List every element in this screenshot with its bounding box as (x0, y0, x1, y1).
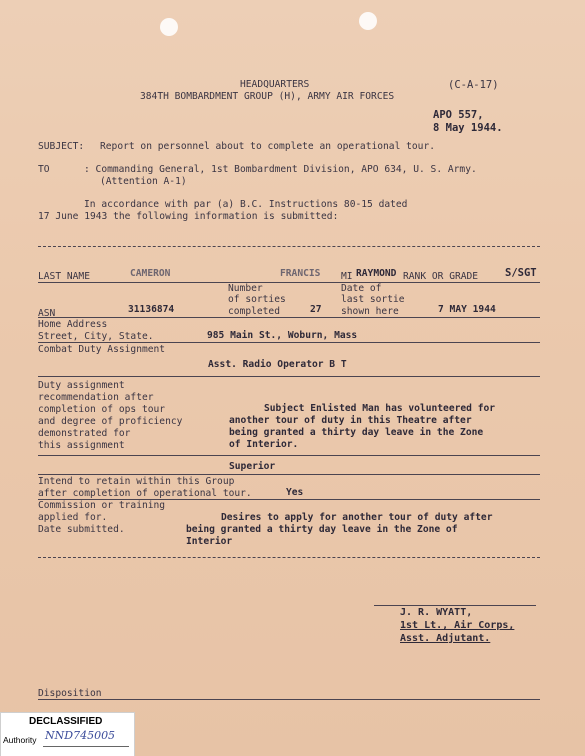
commission-label-line: Commission or training (38, 500, 166, 511)
last-name-value: CAMERON (130, 268, 171, 279)
punch-hole-left (160, 18, 178, 36)
name-row-rule (38, 282, 540, 283)
disposition-rule (38, 699, 540, 700)
home-address-label-1: Home Address (38, 319, 108, 330)
commission-text-line: being granted a thirty day leave in the Zone of (186, 524, 458, 535)
signer-title-2: Asst. Adjutant. (400, 633, 491, 644)
retain-value: Yes (286, 487, 304, 498)
last-sortie-label-2: last sortie (341, 294, 405, 305)
last-sortie-label-1: Date of (341, 283, 382, 294)
unit-heading: 384TH BOMBARDMENT GROUP (H), ARMY AIR FORCES (140, 91, 395, 102)
recommendation-label-line: this assignment (38, 440, 125, 451)
recommendation-rule (38, 455, 540, 456)
asn-value: 31136874 (128, 304, 175, 315)
disposition-label: Disposition (38, 688, 102, 699)
intro-line-2: 17 June 1943 the following information is submitted: (38, 211, 339, 222)
middle-initial-label: MI (341, 271, 353, 282)
subject-text: Report on personnel about to complete an operational tour. (100, 141, 436, 152)
proficiency-rule (38, 474, 540, 475)
declassified-text: DECLASSIFIED (29, 716, 103, 727)
retain-label-1: Intend to retain within this Group (38, 476, 235, 487)
authority-number: NND745005 (45, 729, 116, 742)
retain-label-2: after completion of operational tour. (38, 488, 252, 499)
recommendation-text-line: of Interior. (229, 439, 299, 450)
home-address-label-2: Street, City, State. (38, 331, 154, 342)
combat-row-rule (38, 376, 540, 377)
commission-text-line: Desires to apply for another tour of duty after (221, 512, 493, 523)
last-sortie-value: 7 MAY 1944 (438, 304, 496, 315)
combat-duty-label: Combat Duty Assignment (38, 344, 166, 355)
intro-line-1: In accordance with par (a) B.C. Instructions 80-15 dated (84, 199, 408, 210)
sorties-value: 27 (310, 304, 322, 315)
recommendation-label-line: and degree of proficiency (38, 416, 183, 427)
authority-underline (43, 746, 129, 747)
signer-name: J. R. WYATT, (400, 607, 473, 618)
recommendation-label-line: completion of ops tour (38, 404, 166, 415)
last-sortie-label-3: shown here (341, 306, 399, 317)
headquarters-heading: HEADQUARTERS (240, 79, 310, 90)
apo-number: APO 557, (433, 109, 484, 121)
last-name-label: LAST NAME (38, 271, 90, 282)
authority-label: Authority (3, 735, 37, 745)
middle-name-value: RAYMOND (356, 268, 397, 279)
home-row-rule (38, 342, 540, 343)
recommendation-label-line: recommendation after (38, 392, 154, 403)
punch-hole-right (359, 12, 377, 30)
signer-title-1: 1st Lt., Air Corps, (400, 620, 515, 631)
sorties-label-1: Number (228, 283, 263, 294)
asn-label: ASN (38, 308, 56, 319)
recommendation-text-line: being granted a thirty day leave in the Zone (229, 427, 484, 438)
recommendation-text-line: Subject Enlisted Man has volunteered for (264, 403, 496, 414)
recommendation-label-line: demonstrated for (38, 428, 131, 439)
sorties-label-3: completed (228, 306, 280, 317)
signature-line (374, 605, 536, 606)
declassified-stamp (0, 712, 135, 756)
to-label: TO (38, 164, 50, 175)
rank-label: RANK OR GRADE (403, 271, 479, 282)
recommendation-text-line: another tour of duty in this Theatre after (229, 415, 472, 426)
commission-text-line: Interior (186, 536, 233, 547)
to-line-2: (Attention A-1) (100, 176, 187, 187)
commission-label-line: Date submitted. (38, 524, 125, 535)
rank-value: S/SGT (505, 267, 537, 279)
form-code: (C-A-17) (448, 79, 499, 91)
asn-row-rule (38, 317, 540, 318)
home-address-value: 985 Main St., Woburn, Mass (207, 330, 358, 341)
first-name-value: FRANCIS (280, 268, 321, 279)
to-line-1: : Commanding General, 1st Bombardment Division, APO 634, U. S. Army. (84, 164, 477, 175)
proficiency-value: Superior (229, 461, 276, 472)
sorties-label-2: of sorties (228, 294, 286, 305)
combat-duty-value: Asst. Radio Operator B T (208, 359, 347, 370)
commission-label-line: applied for. (38, 512, 108, 523)
recommendation-label-line: Duty assignment (38, 380, 125, 391)
subject-label: SUBJECT: (38, 141, 85, 152)
letter-date: 8 May 1944. (433, 122, 503, 134)
separator-rule (38, 246, 540, 247)
commission-rule (38, 557, 540, 558)
